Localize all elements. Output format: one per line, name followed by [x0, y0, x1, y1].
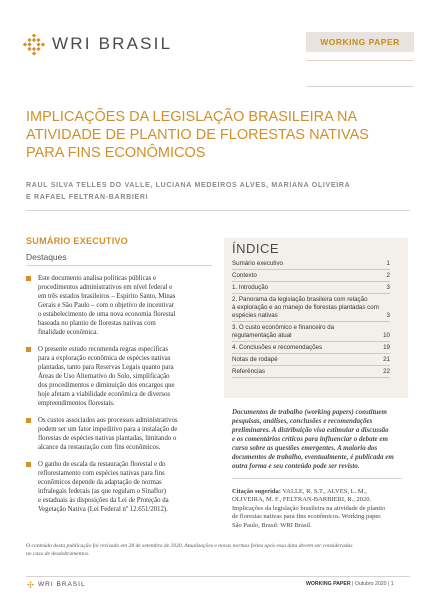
citation-line	[232, 488, 402, 496]
citation-line: de florestas nativas para fins econômicos. Working paper.	[232, 513, 382, 521]
authors	[26, 180, 406, 204]
highlight-line: Vegetação Nativa (Lei Federal nº 12.651/2012).	[38, 506, 168, 513]
note-line: preliminares. A distribuição visa estimular a discussão	[232, 426, 389, 434]
note-line: e os comentários críticos para influenciar o debate em	[232, 435, 388, 443]
index-item-label	[232, 344, 390, 352]
brand-name: WRI BRASIL	[52, 34, 173, 53]
highlight-text	[38, 345, 212, 408]
highlight-text	[38, 460, 212, 514]
bullet-square-icon	[26, 462, 31, 467]
index-label-line: Notas de rodapé	[232, 356, 278, 363]
index-label-line: regulamentação atual	[232, 332, 292, 339]
index-item-label	[232, 368, 390, 376]
highlight-line: finalidade econômica.	[38, 329, 99, 336]
title-line: IMPLICAÇÕES DA LEGISLAÇÃO BRASILEIRA NA	[26, 109, 358, 125]
index-item-label	[232, 284, 390, 292]
highlight-text	[38, 416, 212, 452]
note-line: documentos de trabalho, eventualmente, é publicada em	[232, 453, 394, 461]
index-item-label	[232, 356, 390, 364]
highlight-line: baseada no plantio de florestas nativas com	[38, 320, 156, 327]
index-label-line: Referências	[232, 368, 266, 375]
title-line: ATIVIDADE DE PLANTIO DE FLORESTAS NATIVAS	[26, 127, 369, 143]
index-label-line: Sumário executivo	[232, 260, 283, 267]
highlight-text	[38, 274, 212, 337]
index-item	[232, 258, 390, 270]
citation-label: Citação sugerida:	[232, 488, 281, 495]
index-item	[232, 322, 390, 342]
index-item-label	[232, 324, 390, 340]
highlights-list	[26, 274, 212, 522]
header-rule	[306, 60, 414, 61]
revision-line: no caso de desdobramentos.	[26, 551, 90, 557]
highlight-line: reflorestamento com espécies nativas para fins	[38, 470, 165, 477]
highlight-line: em três estados brasileiros – Espírito Santo, Minas	[38, 293, 176, 300]
index-item-page: 22	[383, 368, 390, 375]
highlight-line: florestas de espécies nativas plantadas, limitando o	[38, 435, 177, 442]
highlight-line: O ganho de escala da restauração florestal e do	[38, 461, 166, 468]
index-item	[232, 270, 390, 282]
index-heading: ÍNDICE	[232, 241, 280, 256]
footer-label: WORKING PAPER	[306, 581, 351, 587]
working-paper-tag: WORKING PAPER	[306, 32, 414, 52]
wri-logo-icon	[26, 581, 35, 590]
highlight-line: plantadas, tanto para Reservas Legais quanto para	[38, 364, 174, 371]
index-item-label	[232, 260, 390, 268]
highlight-line: o estabelecimento de uma nova economia florestal	[38, 311, 176, 318]
index-item-page: 21	[383, 356, 390, 363]
index-item-page: 10	[383, 332, 390, 339]
highlight-line: econômicos depende da adaptação de normas	[38, 479, 162, 486]
suggested-citation	[232, 488, 402, 530]
bullet-square-icon	[26, 418, 31, 423]
footer-meta: WORKING PAPER | Outubro 2020 | 1	[306, 581, 394, 587]
index-item-label	[232, 272, 390, 280]
citation-line: Implicações da legislação brasileira na atividade de plantio	[232, 504, 386, 512]
note-line: pesquisas, análises, conclusões e recomendações	[232, 417, 373, 425]
index-item	[232, 294, 390, 322]
highlights-rule	[26, 265, 212, 266]
index-label-line: 1. Introdução	[232, 284, 269, 291]
index-item-label	[232, 296, 390, 320]
highlight-item	[26, 274, 212, 337]
highlight-line: procedimentos administrativos em nível federal e	[38, 284, 173, 291]
index-label-line: 3. O custo econômico e financeiro da	[232, 324, 335, 331]
highlight-line: O presente estudo recomenda regras específicas	[38, 346, 169, 353]
index-item	[232, 282, 390, 294]
footer-rule	[26, 576, 410, 577]
revision-note	[26, 542, 410, 558]
highlight-line: Áreas de Uso Alternativo do Solo, simplificação	[38, 373, 170, 380]
index-item	[232, 366, 390, 378]
revision-line: O conteúdo desta publicação foi revisado em 28 de setembro de 2020. Atualizações e novas normas feitas após essa data devem ser consideradas	[26, 543, 353, 549]
highlight-item	[26, 416, 212, 452]
index-item-page: 3	[386, 312, 390, 319]
index-item-page: 1	[386, 260, 390, 267]
header-rule-lower	[306, 86, 414, 87]
note-line: curso sobre as questões emergentes. A maioria dos	[232, 444, 378, 452]
highlight-line: Os custos associados aos processos administrativos	[38, 417, 178, 424]
citation-rule	[232, 478, 402, 479]
authors-line: RAUL SILVA TELLES DO VALLE, LUCIANA MEDEIROS ALVES, MARIANA OLIVEIRA	[26, 182, 351, 189]
index-item-page: 19	[383, 344, 390, 351]
page-number: 1	[390, 581, 394, 587]
highlight-item	[26, 345, 212, 408]
index-list	[232, 258, 390, 378]
highlight-line: alcance da restauração com fins econômicos.	[38, 444, 161, 451]
highlight-line: hoje afetam a viabilidade econômica de diversos	[38, 391, 171, 398]
highlights-heading: Destaques	[26, 252, 67, 262]
bullet-square-icon	[26, 347, 31, 352]
bullet-square-icon	[26, 276, 31, 281]
index-label-line: espécies nativas	[232, 312, 278, 319]
highlight-line: Este documento analisa políticas públicas e	[38, 275, 156, 282]
index-label-line: Contexto	[232, 272, 257, 279]
footer-brand: WRI BRASIL	[38, 581, 86, 588]
index-label-line: 4. Conclusões e recomendações	[232, 344, 323, 351]
index-item	[232, 354, 390, 366]
index-label-line: à exploração e ao manejo de florestas plantadas com	[232, 304, 379, 311]
note-line: Documentos de trabalho (working papers) constituem	[232, 408, 387, 416]
index-label-line: 2. Panorama da legislação brasileira com relação	[232, 296, 368, 303]
wri-logo-icon	[22, 34, 46, 58]
highlight-line: empreendimentos florestais.	[38, 400, 115, 407]
highlight-line: e estaduais às disposições da Lei de Proteção da	[38, 497, 169, 504]
footer-date: Outubro 2020	[354, 581, 387, 587]
highlight-line: infralegais federais (as que regulam o Sinaflor)	[38, 488, 166, 495]
highlight-line: dos procedimentos e diminuição dos encargos que	[38, 382, 175, 389]
title-line: PARA FINS ECONÔMICOS	[26, 145, 206, 161]
document-title	[26, 108, 406, 162]
index-item-page: 3	[386, 284, 390, 291]
citation-line: OLIVEIRA, M. F., FELTRAN-BARBIERI, R., 2020.	[232, 496, 372, 504]
highlight-item	[26, 460, 212, 514]
highlight-line: podem ser um fator impeditivo para a instalação de	[38, 426, 178, 433]
citation-line: São Paulo, Brasil: WRI Brasil.	[232, 521, 312, 529]
index-item	[232, 342, 390, 354]
summary-heading: SUMÁRIO EXECUTIVO	[26, 236, 129, 246]
working-paper-note	[232, 408, 402, 471]
divider	[26, 210, 410, 211]
highlight-line: Gerais e São Paulo – com o objetivo de incentivar	[38, 302, 175, 309]
authors-line: E RAFAEL FELTRAN-BARBIERI	[26, 194, 149, 201]
note-line: outra forma e seu conteúdo pode ser revisto.	[232, 462, 360, 470]
index-item-page: 2	[386, 272, 390, 279]
highlight-line: para a exploração econômica de espécies nativas	[38, 355, 171, 362]
citation-text: VALLE, R. S.T., ALVES, L. M.,	[280, 488, 367, 495]
